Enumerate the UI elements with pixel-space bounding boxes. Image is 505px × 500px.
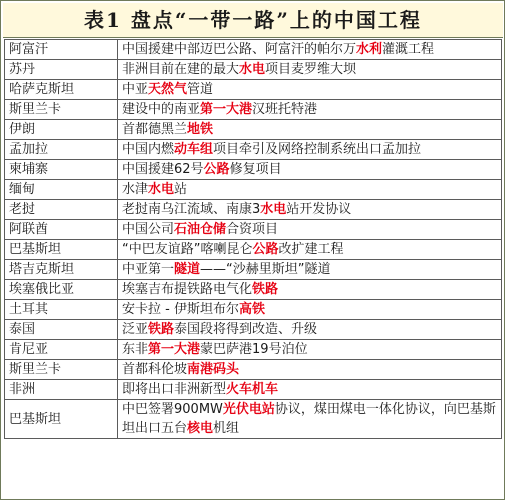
country-cell: 泰国 — [5, 320, 118, 340]
project-cell — [118, 300, 502, 320]
projects-table — [4, 39, 502, 439]
country-cell: 老挝 — [5, 200, 118, 220]
project-cell — [118, 200, 502, 220]
country-cell: 阿富汗 — [5, 40, 118, 60]
project-text: 首都德黑兰 — [122, 122, 188, 137]
project-text: 安卡拉 - 伊斯坦布尔 — [122, 302, 239, 317]
country-cell: 阿联酋 — [5, 220, 118, 240]
country-cell: 肯尼亚 — [5, 340, 118, 360]
project-cell — [118, 320, 502, 340]
country-cell: 非洲 — [5, 380, 118, 400]
table-row — [5, 300, 502, 320]
project-cell — [118, 340, 502, 360]
highlight-text: 核电 — [187, 421, 214, 436]
project-text: 中巴签署900MW — [122, 402, 223, 417]
highlight-text: 水电 — [148, 182, 175, 197]
project-text: 站开发协议 — [286, 202, 352, 217]
highlight-text: 天然气 — [148, 82, 188, 97]
country-cell: 埃塞俄比亚 — [5, 280, 118, 300]
table-row — [5, 360, 502, 380]
project-text: 埃塞吉布提铁路电气化 — [122, 282, 253, 297]
project-text: 协议，煤田煤电一体化协议，向巴基斯坦出口五台 — [122, 402, 496, 436]
project-text: 首都科伦坡 — [122, 362, 188, 377]
table-title: 表1 盘点“一带一路”上的中国工程 — [84, 8, 422, 32]
project-text: 管道 — [187, 82, 214, 97]
table-body — [5, 40, 502, 439]
country-cell: 塔吉克斯坦 — [5, 260, 118, 280]
project-text: 机组 — [213, 421, 240, 436]
country-cell: 孟加拉 — [5, 140, 118, 160]
country-cell: 柬埔寨 — [5, 160, 118, 180]
highlight-text: 隧道 — [174, 262, 201, 277]
project-text: 中国援建中部迈巴公路、阿富汗的帕尔万 — [122, 42, 357, 57]
highlight-text: 水电 — [260, 202, 287, 217]
country-cell: 斯里兰卡 — [5, 360, 118, 380]
project-cell — [118, 240, 502, 260]
highlight-text: 铁路 — [148, 322, 175, 337]
project-cell — [118, 360, 502, 380]
project-text: 改扩建工程 — [278, 242, 344, 257]
project-cell — [118, 80, 502, 100]
table-row — [5, 260, 502, 280]
country-cell: 哈萨克斯坦 — [5, 80, 118, 100]
table-row — [5, 100, 502, 120]
project-text: 即将出口非洲新型 — [122, 382, 227, 397]
project-text: 蒙巴萨港19号泊位 — [200, 342, 308, 357]
project-text: 泰国段将得到改造、升级 — [174, 322, 318, 337]
country-cell: 土耳其 — [5, 300, 118, 320]
table-row — [5, 80, 502, 100]
table-row — [5, 180, 502, 200]
country-cell: 巴基斯坦 — [5, 400, 118, 439]
highlight-text: 公路 — [203, 162, 230, 177]
country-cell: 伊朗 — [5, 120, 118, 140]
project-text: 灌溉工程 — [382, 42, 435, 57]
project-cell — [118, 120, 502, 140]
project-text: 站 — [174, 182, 188, 197]
project-cell — [118, 100, 502, 120]
country-cell: 巴基斯坦 — [5, 240, 118, 260]
title-band — [3, 3, 503, 38]
country-cell: 苏丹 — [5, 60, 118, 80]
project-cell — [118, 180, 502, 200]
project-cell — [118, 160, 502, 180]
table-row — [5, 340, 502, 360]
project-text: 水津 — [122, 182, 149, 197]
project-text: 中国公司 — [122, 222, 175, 237]
highlight-text: 第一大港 — [148, 342, 201, 357]
project-text: 汉班托特港 — [252, 102, 318, 117]
highlight-text: 公路 — [252, 242, 279, 257]
highlight-text: 南港码头 — [187, 362, 240, 377]
table-row — [5, 280, 502, 300]
project-text: 项目麦罗维大坝 — [265, 62, 357, 77]
project-text: 修复项目 — [229, 162, 282, 177]
table-row — [5, 140, 502, 160]
highlight-text: 光伏电站 — [222, 402, 275, 417]
highlight-text: 地铁 — [187, 122, 214, 137]
project-text: 建设中的南亚 — [122, 102, 201, 117]
project-cell — [118, 140, 502, 160]
table-row — [5, 320, 502, 340]
project-text: 东非 — [122, 342, 149, 357]
table-row — [5, 240, 502, 260]
project-text: ——“沙赫里斯坦”隧道 — [200, 262, 331, 277]
table-row — [5, 120, 502, 140]
highlight-text: 水电 — [239, 62, 266, 77]
project-cell — [118, 380, 502, 400]
table-row — [5, 400, 502, 439]
highlight-text: 石油仓储 — [174, 222, 227, 237]
table-row — [5, 200, 502, 220]
project-text: 中亚第一 — [122, 262, 175, 277]
project-cell — [118, 260, 502, 280]
project-text: 项目牵引及网络控制系统出口孟加拉 — [213, 142, 422, 157]
project-text: 中国援建62号 — [122, 162, 204, 177]
highlight-text: 高铁 — [238, 302, 265, 317]
country-cell: 缅甸 — [5, 180, 118, 200]
table-row — [5, 220, 502, 240]
table-row — [5, 380, 502, 400]
project-cell — [118, 280, 502, 300]
table-row — [5, 40, 502, 60]
project-text: 中国内燃 — [122, 142, 175, 157]
highlight-text: 水利 — [356, 42, 383, 57]
table-row — [5, 60, 502, 80]
project-cell — [118, 400, 502, 439]
project-text: 非洲目前在建的最大 — [122, 62, 240, 77]
project-text: 合资项目 — [226, 222, 279, 237]
project-text: 老挝南乌江流域、南康3 — [122, 202, 261, 217]
highlight-text: 铁路 — [252, 282, 279, 297]
highlight-text: 火车机车 — [226, 382, 279, 397]
project-text: 泛亚 — [122, 322, 149, 337]
project-cell — [118, 60, 502, 80]
project-text: 中亚 — [122, 82, 149, 97]
highlight-text: 动车组 — [174, 142, 214, 157]
project-cell — [118, 220, 502, 240]
table-row — [5, 160, 502, 180]
project-cell — [118, 40, 502, 60]
country-cell: 斯里兰卡 — [5, 100, 118, 120]
highlight-text: 第一大港 — [200, 102, 253, 117]
project-text: “中巴友谊路”喀喇昆仑 — [122, 242, 253, 257]
